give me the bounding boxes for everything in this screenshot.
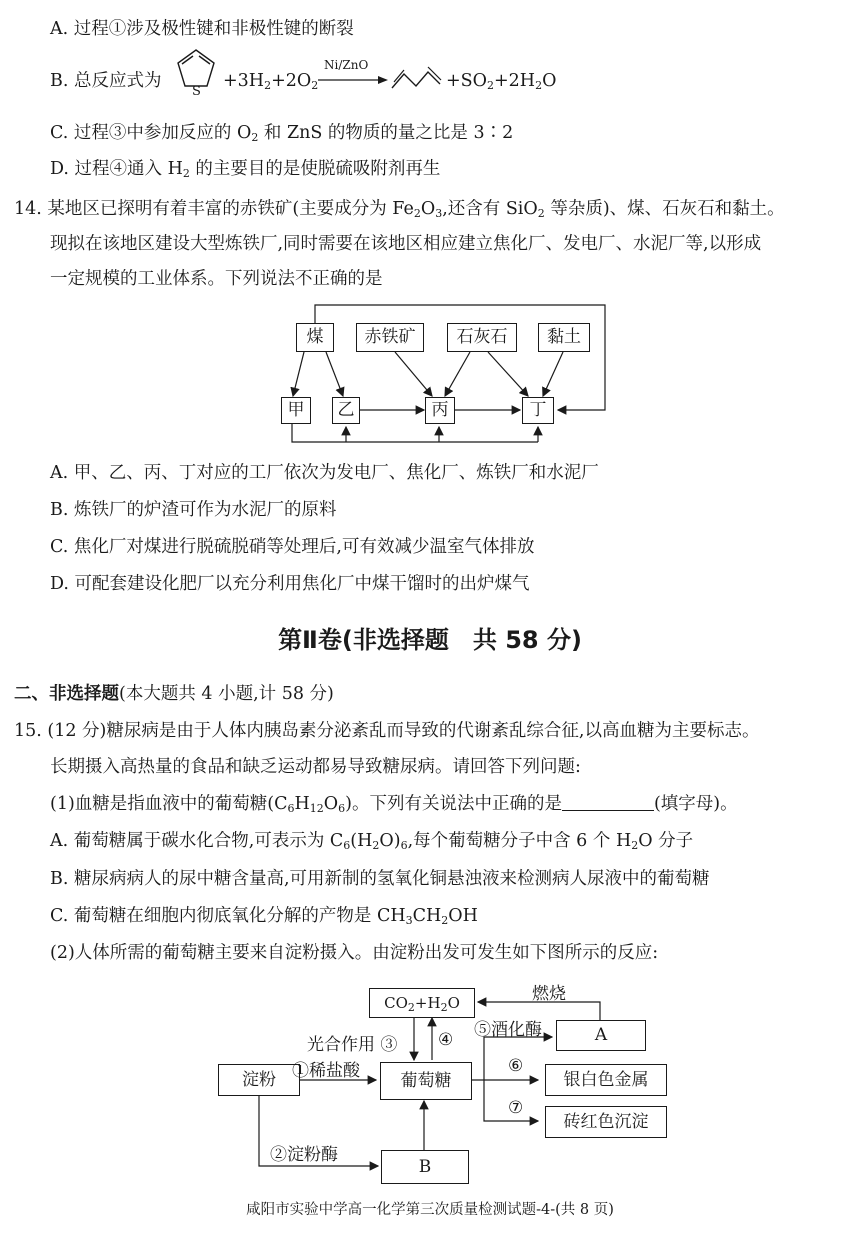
q13-b-reactants: $+3H_2+2O_2$ [223, 71, 319, 92]
node-clay: 黏土 [538, 323, 590, 352]
q13-option-c: C. 过程③中参加反应的 $O_2$ 和 ZnS 的物质的量之比是 3∶2 [50, 123, 514, 144]
q15-option-c: C. 葡萄糖在细胞内彻底氧化分解的产物是 $CH_3CH_2OH$ [50, 906, 478, 927]
node-B: B [381, 1150, 469, 1184]
q13-b-products: $+SO_2+2H_2O$ [446, 71, 557, 92]
node-limestone: 石灰石 [447, 323, 517, 352]
node-hematite: 赤铁矿 [356, 323, 424, 352]
node-brick-red-precipitate: 砖红色沉淀 [545, 1106, 667, 1138]
node-coal: 煤 [296, 323, 334, 352]
node-A: A [556, 1020, 646, 1051]
thiophene-sulfur: S [192, 84, 201, 99]
label-step1: ①稀盐酸 [292, 1061, 360, 1081]
q14-option-d: D. 可配套建设化肥厂以充分利用焦化厂中煤干馏时的出炉煤气 [50, 574, 530, 594]
node-silver-metal: 银白色金属 [545, 1064, 667, 1096]
label-step5: ⑤酒化酶 [474, 1020, 542, 1040]
q15-stem-line1: 15. (12 分)糖尿病是由于人体内胰岛素分泌紊乱而导致的代谢紊乱综合征,以高血糖为主要标志。 [14, 721, 760, 741]
q13-option-d: D. 过程④通入 $H_2$ 的主要目的是使脱硫吸附剂再生 [50, 159, 441, 180]
label-step4: ④ [438, 1030, 454, 1050]
label-step7: ⑦ [508, 1098, 524, 1118]
q14-stem-line3: 一定规模的工业体系。下列说法不正确的是 [50, 269, 383, 289]
catalyst-label: Ni/ZnO [324, 58, 369, 72]
section2-heading: 二、非选择题(本大题共 4 小题,计 58 分) [14, 684, 334, 704]
node-glucose: 葡萄糖 [380, 1062, 472, 1100]
q14-option-c: C. 焦化厂对煤进行脱硫脱硝等处理后,可有效减少温室气体排放 [50, 537, 535, 557]
q15-stem-line2: 长期摄入高热量的食品和缺乏运动都易导致糖尿病。请回答下列问题: [50, 757, 581, 777]
node-yi: 乙 [332, 397, 360, 424]
q14-option-a: A. 甲、乙、丙、丁对应的工厂依次为发电厂、焦化厂、炼铁厂和水泥厂 [50, 463, 599, 483]
q15-subquestion-2: (2)人体所需的葡萄糖主要来自淀粉摄入。由淀粉出发可发生如下图所示的反应: [50, 943, 659, 963]
node-co2-h2o: $CO_2+H_2O$ [369, 988, 475, 1018]
section-title: 第Ⅱ卷(非选择题 共 58 分) [278, 626, 582, 654]
q14-stem-line2: 现拟在该地区建设大型炼铁厂,同时需要在该地区相应建立焦化厂、发电厂、水泥厂等,以形成 [50, 234, 762, 254]
label-burn: 燃烧 [532, 984, 566, 1004]
q14-stem-line1: 14. 某地区已探明有着丰富的赤铁矿(主要成分为 $Fe_2O_3$,还含有 SiO$_2$ 等杂质)、煤、石灰石和黏土。 [14, 199, 785, 220]
q13-option-b-prefix: B. 总反应式为 [50, 71, 162, 91]
node-bing: 丙 [425, 397, 455, 424]
q14-option-b: B. 炼铁厂的炉渣可作为水泥厂的原料 [50, 500, 337, 520]
page-footer: 咸阳市实验中学高一化学第三次质量检测试题-4-(共 8 页) [246, 1202, 614, 1218]
node-jia: 甲 [281, 397, 311, 424]
node-starch: 淀粉 [218, 1064, 300, 1096]
q15-subquestion-1: (1)血糖是指血液中的葡萄糖$(C_6H_{12}O_6)$。下列有关说法中正确的是 (填字母)。 [50, 794, 738, 815]
q15-option-a: A. 葡萄糖属于碳水化合物,可表示为 $C_6(H_2O)_6$,每个葡萄糖分子中含 6 个 $H_2O$ 分子 [50, 831, 694, 852]
label-step2: ②淀粉酶 [270, 1145, 338, 1165]
node-ding: 丁 [522, 397, 554, 424]
label-step6: ⑥ [508, 1056, 524, 1076]
q13-option-a: A. 过程①涉及极性键和非极性键的断裂 [50, 19, 354, 39]
q15-option-b: B. 糖尿病病人的尿中糖含量高,可用新制的氢氧化铜悬浊液来检测病人尿液中的葡萄糖 [50, 869, 710, 889]
label-photosynthesis: 光合作用 ③ [307, 1035, 398, 1055]
